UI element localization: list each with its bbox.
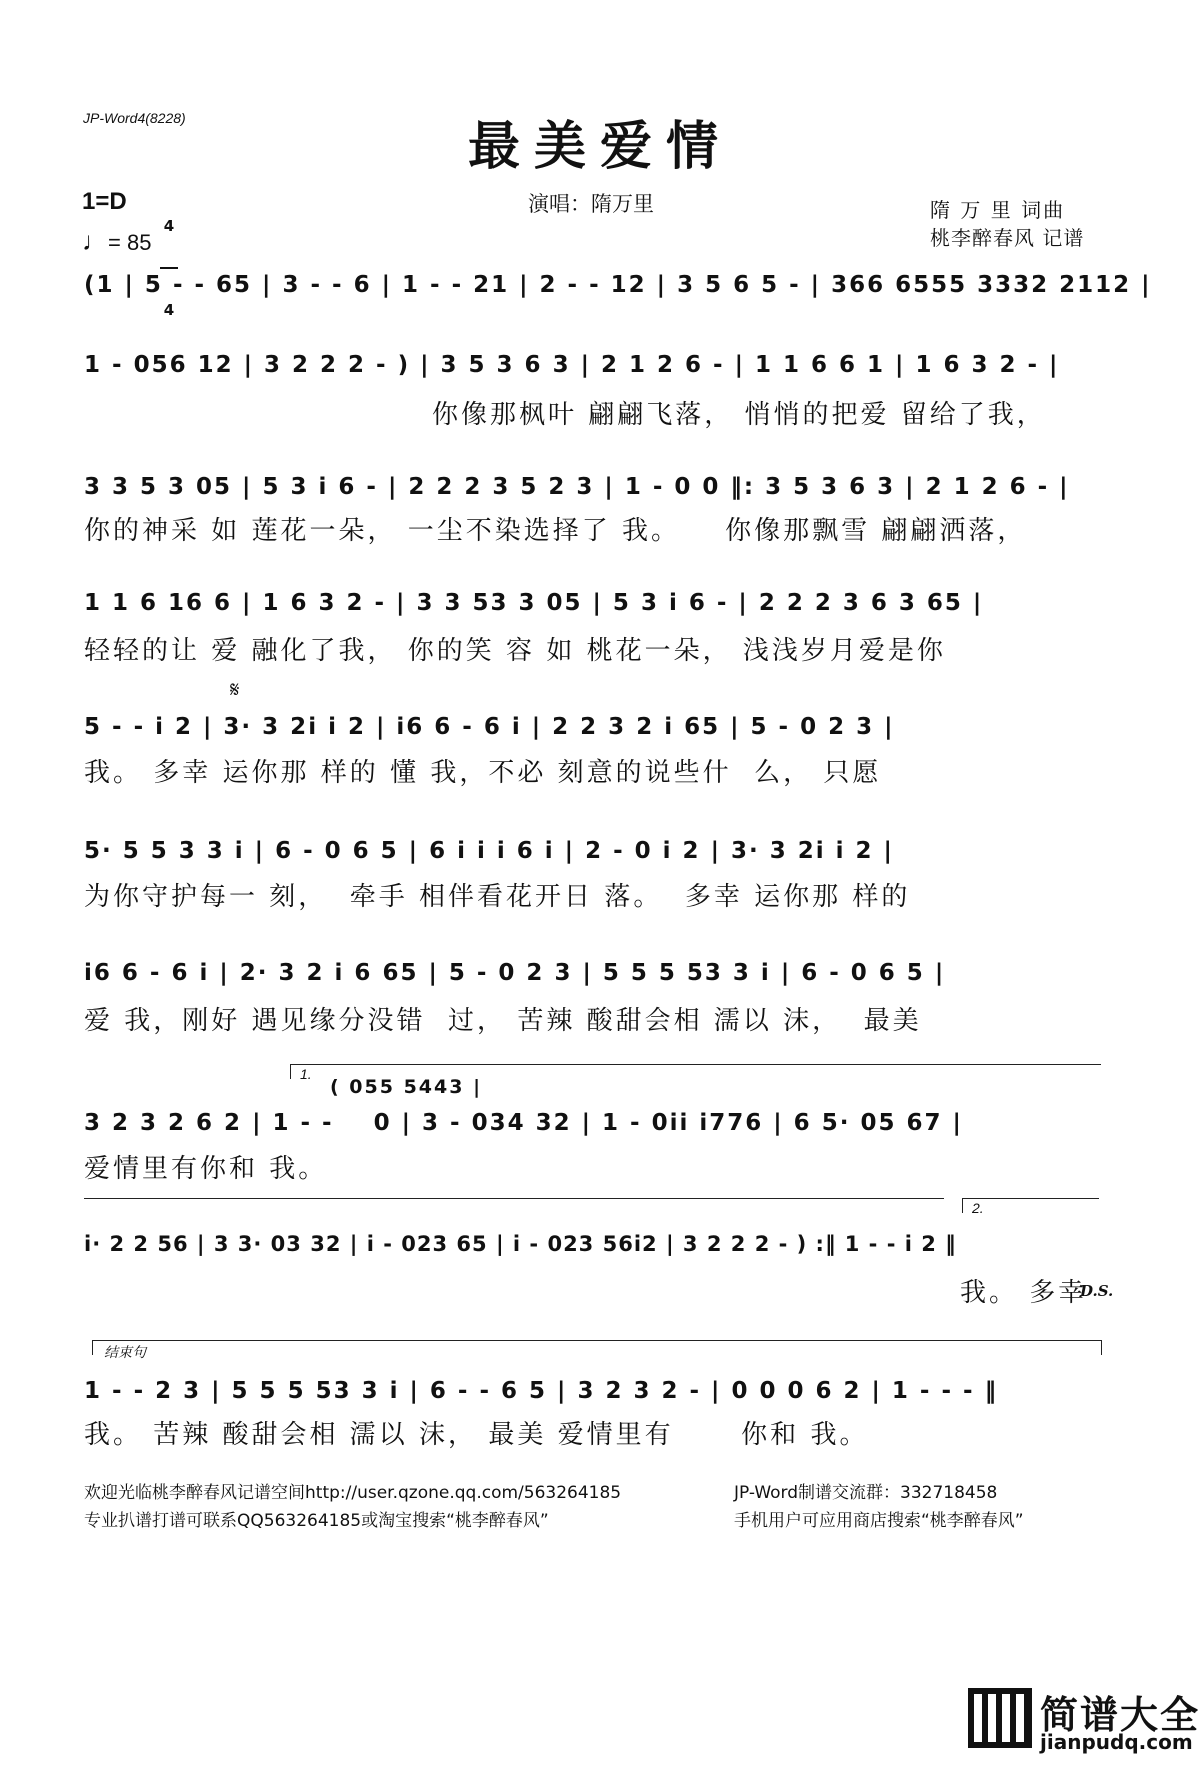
score-row-6-notes: 5· 5 5 3 3 i | 6 - 0 6 5 | 6 i i i 6 i | 2 - 0 i 2 | 3· 3 2i i 2 | — [84, 838, 894, 864]
score-row-10-lyrics: 我。 苦辣 酸甜会相 濡以 沫， 最美 爱情里有 你和 我。 — [84, 1420, 869, 1450]
composer-credit: 隋 万 里 词曲 — [930, 198, 1066, 222]
score-row-7-lyrics: 爱 我，刚好 遇见缘分没错 过， 苦辣 酸甜会相 濡以 沫， 最美 — [84, 1006, 922, 1036]
key-signature: 1=D — [82, 188, 127, 215]
score-row-1-notes: (1 | 5 - - 65 | 3 - - 6 | 1 - - 21 | 2 - - 12 | 3 5 6 5 - | 366 6555 3332 2112 | — [84, 272, 1152, 298]
score-row-2-notes: 1 - 056 12 | 3 2 2 2 - ) | 3 5 3 6 3 | 2 1 2 6 - | 1 1 6 6 1 | 1 6 3 2 - | — [84, 352, 1060, 378]
footer-line-1-left: 欢迎光临桃李醉春风记谱空间http://user.qzone.qq.com/563264185 — [84, 1483, 622, 1503]
singer-credit: 演唱：隋万里 — [528, 192, 654, 216]
score-row-6-lyrics: 为你守护每一 刻， 牵手 相伴看花开日 落。 多幸 运你那 样的 — [84, 882, 911, 912]
score-row-9-notes: i· 2 2 56 | 3 3· 03 32 | i - 023 65 | i - 023 56i2 | 3 2 2 2 - ) :‖ 1 - - i 2 ‖ — [84, 1232, 957, 1256]
dal-segno-mark: D.S. — [1080, 1282, 1114, 1300]
tempo-marking — [82, 226, 151, 257]
time-signature-top: 4 — [163, 217, 175, 235]
watermark-name: 简谱大全 — [1040, 1693, 1200, 1737]
score-row-3-notes: 3 3 5 3 05 | 5 3 i 6 - | 2 2 2 3 5 2 3 | 1 - 0 0 ‖: 3 5 3 6 3 | 2 1 2 6 - | — [84, 474, 1070, 500]
transcriber-credit: 桃李醉春风 记谱 — [930, 226, 1085, 250]
song-title: 最美爱情 — [467, 116, 732, 177]
score-row-4-lyrics: 轻轻的让 爱 融化了我， 你的笑 容 如 桃花一朵， 浅浅岁月爱是你 — [84, 636, 946, 666]
score-row-3-lyrics: 你的神采 如 莲花一朵， 一尘不染选择了 我。 你像那飘雪 翩翩洒落， — [84, 516, 1027, 546]
coda-bracket — [92, 1340, 1102, 1355]
first-ending-label: 1. — [300, 1066, 312, 1082]
score-row-4-notes: 1 1 6 16 6 | 1 6 3 2 - | 3 3 53 3 05 | 5 3 i 6 - | 2 2 2 3 6 3 65 | — [84, 590, 984, 616]
second-ending-label: 2. — [972, 1200, 984, 1216]
score-row-10-notes: 1 - - 2 3 | 5 5 5 53 3 i | 6 - - 6 5 | 3 2 3 2 - | 0 0 0 6 2 | 1 - - - ‖ — [84, 1378, 999, 1404]
score-row-7-notes: i6 6 - 6 i | 2· 3 2 i 6 65 | 5 - 0 2 3 | 5 5 5 53 3 i | 6 - 0 6 5 | — [84, 960, 946, 986]
footer-line-1-right: JP-Word制谱交流群：332718458 — [734, 1483, 998, 1503]
time-signature-bottom: 4 — [163, 301, 175, 319]
score-row-5-lyrics: 我。 多幸 运你那 样的 懂 我，不必 刻意的说些什 么， 只愿 — [84, 758, 882, 788]
software-label: JP-Word4(8228) — [83, 110, 186, 126]
score-row-5-notes: 5 - - i 2 | 3· 3 2i i 2 | i6 6 - 6 i | 2 2 3 2 i 65 | 5 - 0 2 3 | — [84, 714, 895, 740]
segno-icon: 𝄋 — [230, 678, 240, 703]
interlude-notes: ( 055 5443 | — [330, 1076, 483, 1098]
time-signature — [160, 186, 178, 334]
coda-label: 结束句 — [104, 1344, 146, 1360]
watermark-url: jianpudq.com — [1040, 1730, 1193, 1754]
repeat-bracket-line — [84, 1198, 944, 1199]
score-row-9-lyrics: 我。 多幸 — [960, 1278, 1088, 1308]
footer-line-2-right: 手机用户可应用商店搜索“桃李醉春风” — [734, 1511, 1024, 1531]
quarter-note-icon: ♩ — [82, 226, 108, 256]
score-row-2-lyrics: 你像那枫叶 翩翩飞落， 悄悄的把爱 留给了我， — [432, 400, 1046, 430]
footer-line-2-left: 专业扒谱打谱可联系QQ563264185或淘宝搜索“桃李醉春风” — [84, 1511, 549, 1531]
tempo-value: = 85 — [108, 230, 152, 255]
score-row-8-lyrics: 爱情里有你和 我。 — [84, 1154, 328, 1184]
score-row-8-notes: 3 2 3 2 6 2 | 1 - - 0 | 3 - 034 32 | 1 - 0ii i776 | 6 5· 05 67 | — [84, 1110, 963, 1136]
piano-logo-icon — [968, 1688, 1032, 1748]
